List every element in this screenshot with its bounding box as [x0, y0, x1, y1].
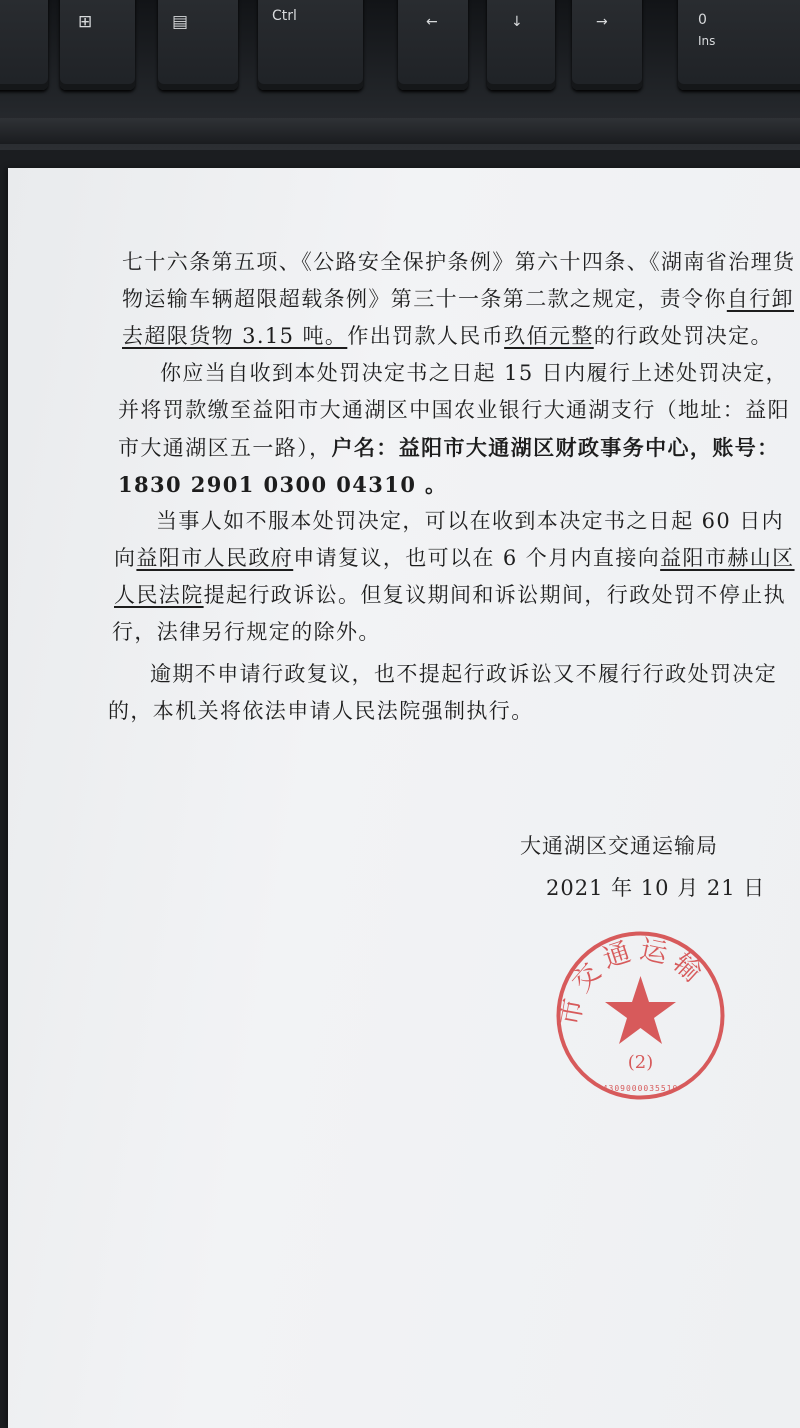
paragraph-1-line-3: 去超限货物 3.15 吨。作出罚款人民币玖佰元整的行政处罚决定。 [122, 324, 773, 348]
paragraph-1-line-1: 七十六条第五项、《公路安全保护条例》第六十四条、《湖南省治理货 [122, 250, 796, 274]
account-name: 户名：益阳市大通湖区财政事务中心，账号： [331, 435, 780, 460]
issue-date: 2021 年 10 月 21 日 [546, 876, 766, 900]
unload-amount: 去超限货物 3.15 吨。 [122, 324, 348, 348]
keyboard-edge [0, 118, 800, 144]
key-left-edge [0, 0, 48, 90]
court-name-part-2: 人民法院 [114, 583, 204, 607]
keyboard [0, 0, 800, 150]
paragraph-4-line-1: 逾期不申请行政复议，也不提起行政诉讼又不履行行政处罚决定 [150, 662, 778, 686]
seal-number: (2) [627, 1052, 654, 1073]
paragraph-1-line-2: 物运输车辆超限超载条例》第三十一条第二款之规定，责令你自行卸 [122, 287, 795, 311]
paragraph-3-line-4: 行，法律另行规定的除外。 [112, 620, 381, 644]
account-number: 1830 2901 0300 04310 。 [118, 472, 448, 497]
seal-text: 市交通运输 [554, 934, 713, 1029]
fine-amount: 玖佰元整 [504, 324, 594, 348]
paragraph-2-line-3: 市大通湖区五一路），户名：益阳市大通湖区财政事务中心，账号： [118, 435, 780, 460]
seal-code: 4309000035510 [602, 1084, 679, 1093]
paragraph-3-line-3: 人民法院提起行政诉讼。但复议期间和诉讼期间，行政处罚不停止执 [114, 583, 787, 607]
key-arrow-left: ← [398, 0, 468, 90]
key-arrow-down: ↓ [487, 0, 555, 90]
official-seal [553, 928, 728, 1103]
windows-icon: ⊞ [78, 12, 93, 32]
court-name-part-1: 益阳市赫山区 [660, 546, 795, 570]
paragraph-2-line-1: 你应当自收到本处罚决定书之日起 15 日内履行上述处罚决定， [160, 361, 789, 385]
key-ctrl: Ctrl [258, 0, 363, 90]
paragraph-3-line-1: 当事人如不服本处罚决定，可以在收到本决定书之日起 60 日内 [156, 509, 785, 533]
document-page [8, 168, 800, 1428]
paragraph-4-line-2: 的，本机关将依法申请人民法院强制执行。 [108, 699, 534, 723]
key-menu [158, 0, 238, 90]
key-ins: 0 Ins [678, 0, 800, 90]
paragraph-2-line-2: 并将罚款缴至益阳市大通湖区中国农业银行大通湖支行（地址：益阳 [118, 398, 790, 422]
issuing-authority: 大通湖区交通运输局 [520, 834, 718, 858]
star-icon [605, 976, 676, 1044]
menu-icon: ▤ [172, 12, 189, 32]
review-authority: 益阳市人民政府 [136, 546, 294, 570]
key-windows [60, 0, 135, 90]
paragraph-3-line-2: 向益阳市人民政府申请复议，也可以在 6 个月内直接向益阳市赫山区 [114, 546, 795, 570]
unload-order: 自行卸 [726, 287, 795, 311]
key-arrow-right: → [572, 0, 642, 90]
